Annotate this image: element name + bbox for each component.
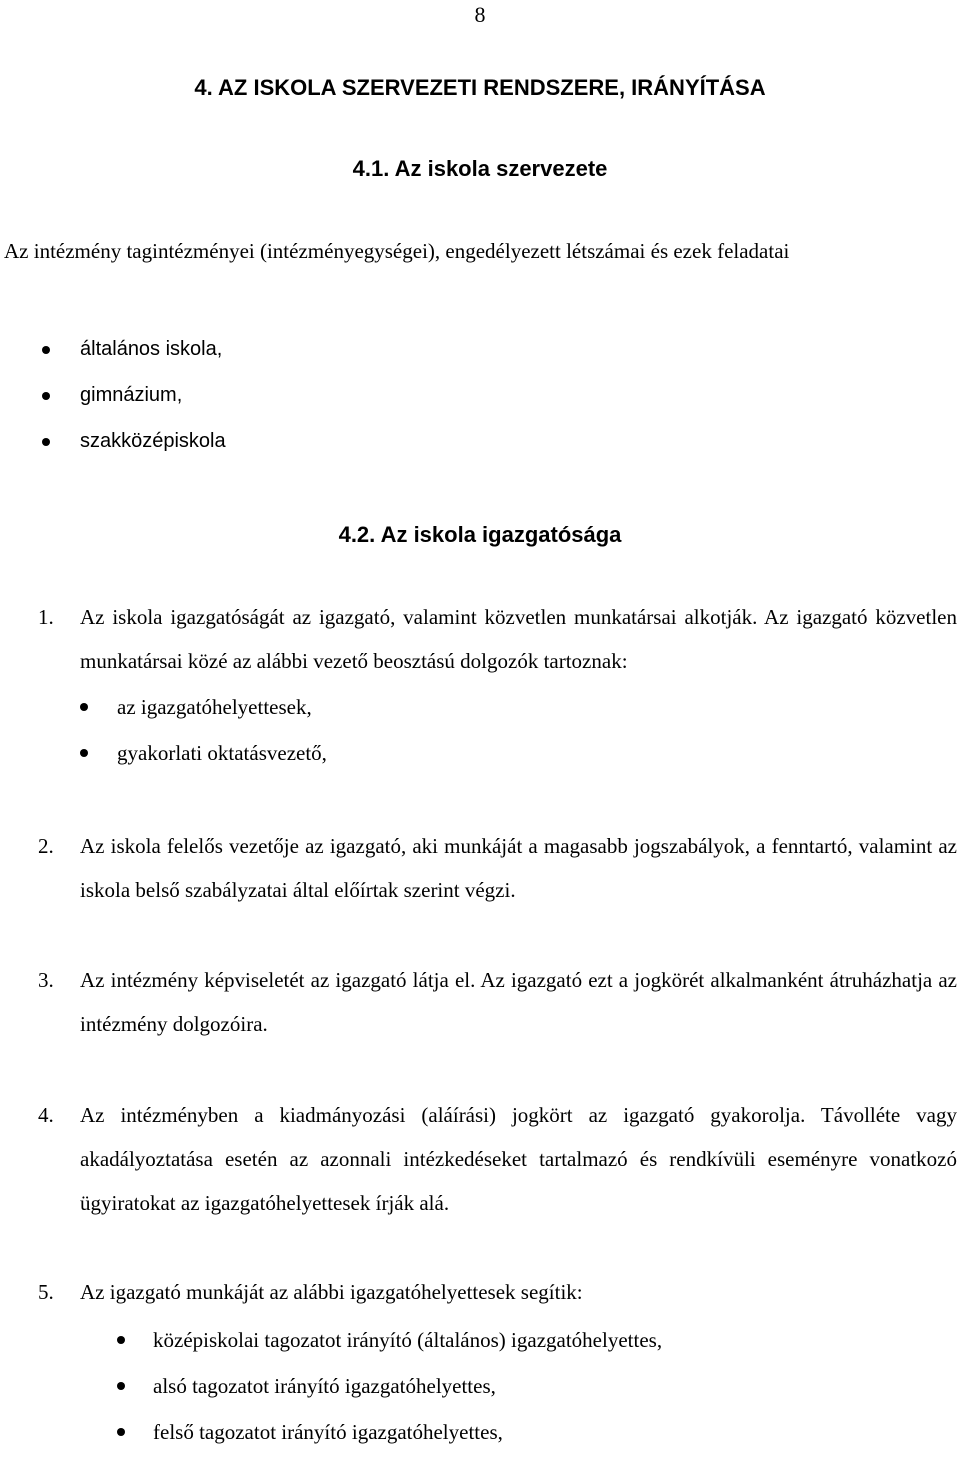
paragraph-number: 2.	[38, 834, 54, 858]
bullet-icon	[42, 346, 50, 354]
deputy-director-list	[153, 1325, 662, 1463]
paragraph-number: 4.	[38, 1103, 54, 1127]
paragraph-text: Az iskola felelős vezetője az igazgató, aki munkáját a magasabb jogszabályok, a fenntartó, valamint az iskola belső szabályzatai által előírtak szerint végzi.	[80, 834, 957, 902]
bullet-icon	[117, 1382, 125, 1390]
bullet-icon	[117, 1336, 125, 1344]
paragraph-number: 5.	[38, 1280, 54, 1304]
bullet-icon	[117, 1428, 125, 1436]
list-item: felső tagozatot irányító igazgatóhelyettes,	[153, 1417, 662, 1463]
paragraph-text: Az intézmény képviseletét az igazgató látja el. Az igazgató ezt a jogkörét alkalmanként átruházhatja az intézmény dolgozóira.	[80, 968, 957, 1036]
intro-paragraph: Az intézmény tagintézményei (intézményegységei), engedélyezett létszámai és ezek feladatai	[4, 239, 790, 263]
paragraph-number: 1.	[38, 605, 54, 629]
list-item: középiskolai tagozatot irányító (általános) igazgatóhelyettes,	[153, 1325, 662, 1371]
list-item: gimnázium,	[80, 380, 226, 426]
bullet-icon	[42, 392, 50, 400]
list-item: szakközépiskola	[80, 426, 226, 472]
bullet-icon	[80, 703, 88, 711]
section-heading-4-2: 4.2. Az iskola igazgatósága	[338, 522, 622, 547]
list-item: alsó tagozatot irányító igazgatóhelyettes,	[153, 1371, 662, 1417]
paragraph-text: Az iskola igazgatóságát az igazgató, valamint közvetlen munkatársai alkotják. Az igazgató közvetlen munkatársai közé az alábbi vezető beosztású dolgozók tartoznak:	[80, 605, 957, 673]
list-item: az igazgatóhelyettesek,	[117, 692, 327, 738]
bullet-icon	[42, 438, 50, 446]
bullet-icon	[80, 749, 88, 757]
paragraph-text: Az intézményben a kiadmányozási (aláírási) jogkört az igazgató gyakorolja. Távolléte vagy akadályoztatása esetén az azonnali intézkedéseket tartalmazó és rendkívüli eseményre vonatkozó ügyiratokat az igazgatóhelyettesek írják alá.	[80, 1103, 957, 1215]
chapter-heading: 4. AZ ISKOLA SZERVEZETI RENDSZERE, IRÁNYÍTÁSA	[194, 75, 766, 100]
paragraph-text: Az igazgató munkáját az alábbi igazgatóhelyettesek segítik:	[80, 1280, 583, 1304]
page-number: 8	[474, 2, 486, 27]
unit-list	[80, 334, 226, 472]
paragraph-number: 3.	[38, 968, 54, 992]
list-item: általános iskola,	[80, 334, 226, 380]
section-heading-4-1: 4.1. Az iskola szervezete	[352, 156, 608, 181]
deputy-list	[117, 692, 327, 784]
list-item: gyakorlati oktatásvezető,	[117, 738, 327, 784]
